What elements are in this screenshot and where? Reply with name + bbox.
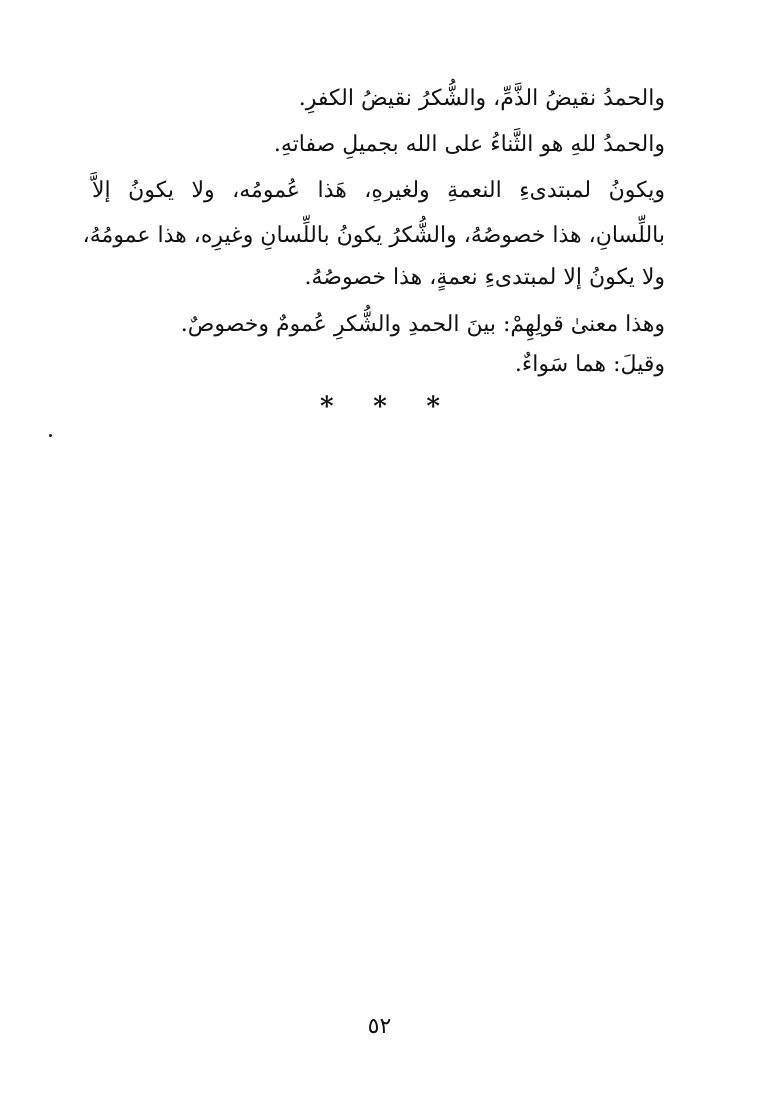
scan-speck — [49, 434, 52, 437]
separator-star: * — [373, 392, 387, 422]
paragraph-distinction-line-2: باللِّسانِ، هذا خصوصُهُ، والشُّكرُ يكونُ باللِّسانِ وغيرِه، هذا عمومُهُ، — [82, 223, 665, 248]
paragraph-distinction-line-3: ولا يكونُ إلا لمبتدىءِ نعمةٍ، هذا خصوصُهُ. — [304, 265, 665, 290]
page-number: ٥٢ — [367, 1014, 392, 1039]
separator-star: * — [426, 392, 440, 422]
paragraph-praise-to-god: والحمدُ للهِ هو الثَّناءُ على الله بجميلِ صفاتهِ. — [273, 132, 665, 157]
paragraph-distinction-line-1: ويكونُ لمبتدىءِ النعمةِ ولغيرهِ، هَذا عُمومُه، ولا يكونُ إلاَّ — [92, 178, 665, 203]
separator-star: * — [320, 392, 334, 422]
section-separator — [320, 392, 440, 422]
paragraph-praise-definition: والحمدُ نقيضُ الذَّمِّ، والشُّكرُ نقيضُ الكفرِ. — [298, 86, 665, 111]
paragraph-meaning-of-saying: وهذا معنىٰ قولِهِمْ: بينَ الحمدِ والشُّكرِ عُمومٌ وخصوصٌ. — [180, 312, 665, 337]
paragraph-alternative-view: وقيلَ: هما سَواءٌ. — [514, 352, 665, 377]
